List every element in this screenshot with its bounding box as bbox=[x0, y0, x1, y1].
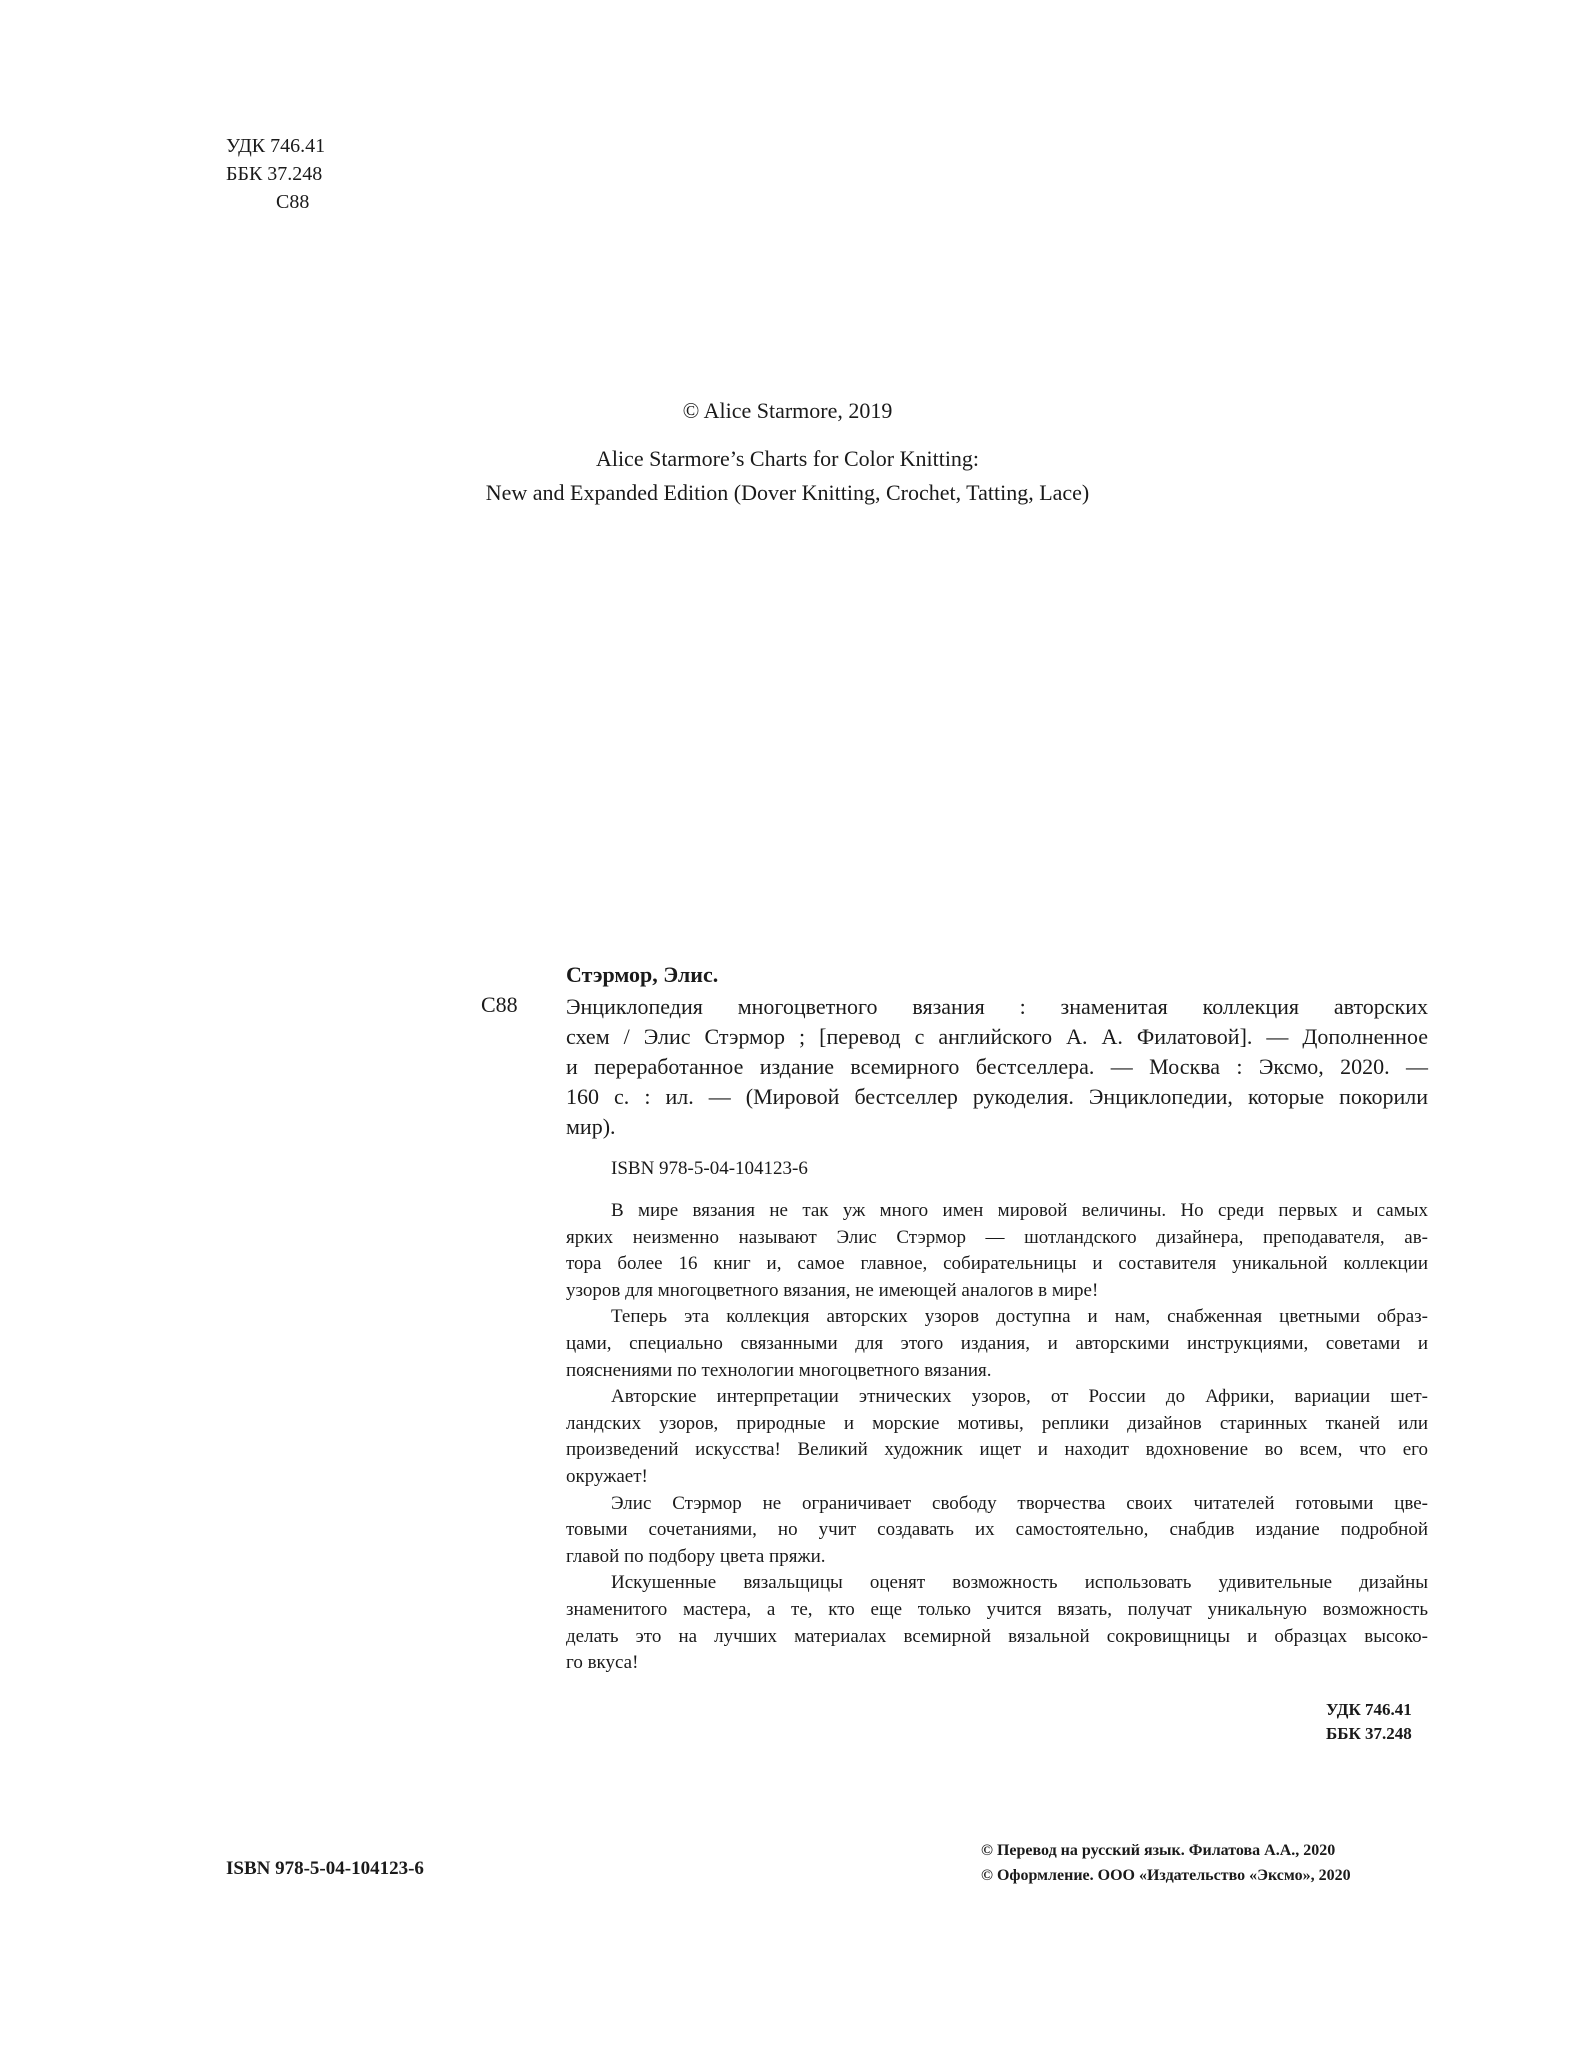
annotation-line: главой по подбору цвета пряжи. bbox=[566, 1545, 826, 1567]
annotation-line: Теперь эта коллекция авторских узоров доступна и нам, снабженная цветными образ- bbox=[611, 1306, 1428, 1328]
catalog-description-line: 160 с. : ил. — (Мировой бестселлер рукоделия. Энциклопедии, которые покорили bbox=[566, 1084, 1428, 1109]
original-title bbox=[0, 442, 1575, 510]
annotation bbox=[566, 1198, 1428, 1677]
annotation-line: Элис Стэрмор не ограничивает свободу творчества своих читателей готовыми цве- bbox=[611, 1492, 1428, 1514]
catalog-author-mark: С88 bbox=[481, 992, 518, 1017]
original-title-line: New and Expanded Edition (Dover Knitting, Crochet, Tatting, Lace) bbox=[485, 480, 1090, 505]
annotation-line: делать это на лучших материалах всемирной вязальной сокровищницы и образцах высоко- bbox=[566, 1625, 1428, 1647]
annotation-line: цами, специально связанными для этого издания, и авторскими инструкциями, советами и bbox=[566, 1332, 1428, 1354]
annotation-line: Авторские интерпретации этнических узоров, от России до Африки, вариации шет- bbox=[611, 1386, 1428, 1408]
annotation-line: В мире вязания не так уж много имен мировой величины. Но среди первых и самых bbox=[611, 1200, 1428, 1221]
catalog-description bbox=[566, 992, 1428, 1142]
annotation-line: узоров для многоцветного вязания, не имеющей аналогов в мире! bbox=[566, 1279, 1099, 1301]
udk-code-bottom: УДК 746.41 bbox=[1326, 1700, 1412, 1719]
rights-notice bbox=[981, 1838, 1351, 1888]
annotation-line: тора более 16 книг и, самое главное, собирательницы и составителя уникальной коллекции bbox=[566, 1253, 1428, 1275]
catalog-description-line: схем / Элис Стэрмор ; [перевод с английского А. А. Филатовой]. — Дополненное bbox=[566, 1024, 1428, 1049]
catalog-description-line: и переработанное издание всемирного бестселлера. — Москва : Эксмо, 2020. — bbox=[566, 1054, 1428, 1079]
annotation-line: окружает! bbox=[566, 1465, 648, 1487]
annotation-line: товыми сочетаниями, но учит создавать их самостоятельно, снабдив издание подробной bbox=[566, 1519, 1428, 1541]
rights-line: © Оформление. ООО «Издательство «Эксмо», 2020 bbox=[981, 1867, 1351, 1884]
catalog-description-line: Энциклопедия многоцветного вязания : знаменитая коллекция авторских bbox=[566, 994, 1428, 1019]
annotation-line: ландских узоров, природные и морские мотивы, реплики дизайнов старинных тканей или bbox=[566, 1412, 1428, 1434]
annotation-line: знаменитого мастера, а те, кто еще только учится вязать, получат уникальную возможность bbox=[566, 1598, 1428, 1620]
catalog-author-heading: Стэрмор, Элис. bbox=[566, 962, 719, 987]
isbn-bottom: ISBN 978-5-04-104123-6 bbox=[226, 1858, 424, 1879]
annotation-line: ярких неизменно называют Элис Стэрмор — шотландского дизайнера, преподавателя, ав- bbox=[566, 1226, 1428, 1248]
original-copyright: © Alice Starmore, 2019 bbox=[682, 398, 893, 423]
classification-codes-bottom bbox=[1326, 1698, 1412, 1746]
classification-codes bbox=[226, 132, 325, 216]
bbk-code: ББК 37.248 bbox=[226, 163, 323, 185]
original-title-line: Alice Starmore’s Charts for Color Knitting: bbox=[595, 446, 980, 471]
annotation-line: пояснениями по технологии многоцветного вязания. bbox=[566, 1359, 992, 1381]
annotation-line: го вкуса! bbox=[566, 1652, 639, 1674]
catalog-description-line: мир). bbox=[566, 1114, 616, 1139]
catalog-isbn: ISBN 978-5-04-104123-6 bbox=[611, 1158, 808, 1179]
annotation-line: произведений искусства! Великий художник ищет и находит вдохновение во всем, что его bbox=[566, 1439, 1428, 1461]
rights-line: © Перевод на русский язык. Филатова А.А., 2020 bbox=[981, 1842, 1336, 1859]
annotation-line: Искушенные вязальщицы оценят возможность использовать удивительные дизайны bbox=[611, 1572, 1428, 1594]
author-mark: С88 bbox=[276, 191, 310, 213]
bbk-code-bottom: ББК 37.248 bbox=[1326, 1724, 1412, 1743]
udk-code: УДК 746.41 bbox=[226, 135, 326, 157]
